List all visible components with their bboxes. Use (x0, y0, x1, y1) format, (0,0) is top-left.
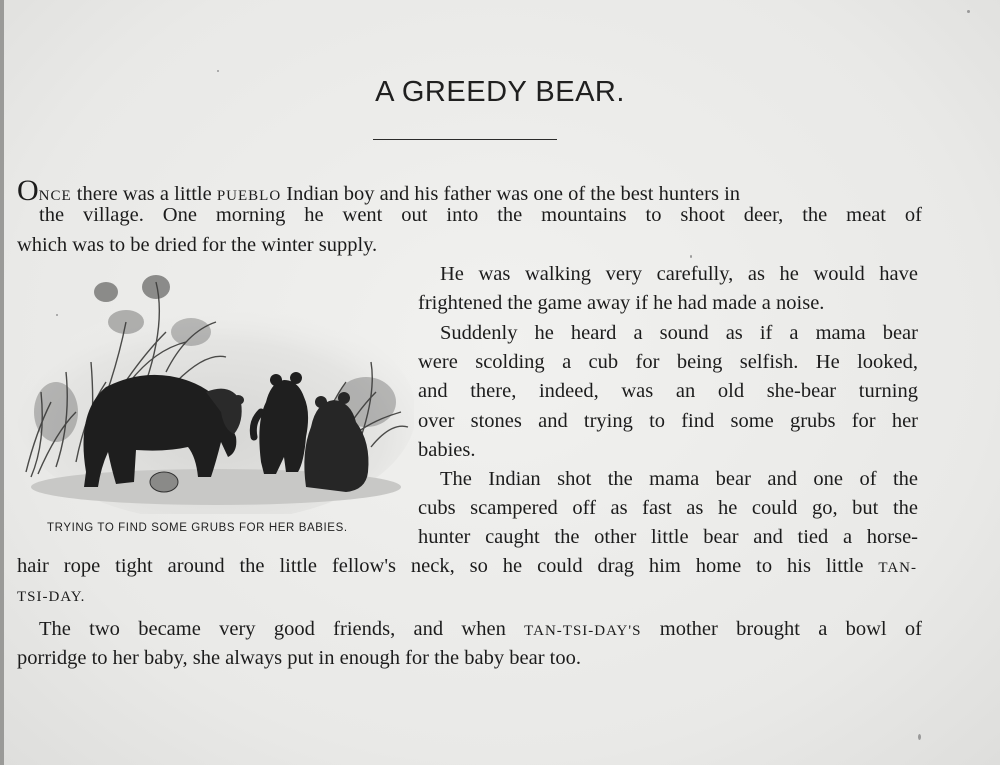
paragraph-1-line-3: which was to be dried for the winter supply. (17, 234, 378, 256)
page-title: A GREEDY BEAR. (375, 76, 625, 108)
paragraph-5-line-1: The two became very good friends, and when TAN-TSI-DAY'S mother brought a bowl of (39, 618, 922, 640)
paragraph-4-line-5: TSI-DAY. (17, 589, 86, 605)
paragraph-3-line-1: Suddenly he heard a sound as if a mama bear (440, 322, 918, 344)
paragraph-5-line-2: porridge to her baby, she always put in enough for the baby bear too. (17, 647, 581, 669)
page-edge (0, 0, 4, 765)
paragraph-3-line-4: over stones and trying to find some grubs for her (418, 410, 918, 432)
title-divider (373, 139, 557, 140)
stone (150, 472, 178, 492)
illustration-caption: TRYING TO FIND SOME GRUBS FOR HER BABIES. (47, 522, 348, 534)
paragraph-4-line-4: hair rope tight around the little fellow's neck, so he could drag him home to his little TAN- (17, 555, 917, 577)
paragraph-3-line-2: were scolding a cub for being selfish. He looked, (418, 351, 918, 373)
paragraph-1-line-1: ONCE there was a little PUEBLO Indian boy and his father was one of the best hunters in (17, 174, 741, 207)
paragraph-3-line-5: babies. (418, 439, 476, 461)
paragraph-2-line-2: frightened the game away if he had made a noise. (418, 292, 825, 314)
paragraph-3-line-3: and there, indeed, was an old she-bear turning (418, 380, 918, 402)
paragraph-1-line-2: the village. One morning he went out into the mountains to shoot deer, the meat of (39, 204, 922, 226)
paragraph-2-line-1: He was walking very carefully, as he would have (440, 263, 918, 285)
drop-cap: O (17, 174, 39, 207)
paragraph-4-line-3: hunter caught the other little bear and tied a horse- (418, 526, 918, 548)
paragraph-4-line-2: cubs scampered off as fast as he could go, but the (418, 497, 918, 519)
paragraph-4-line-1: The Indian shot the mama bear and one of the (440, 468, 918, 490)
bear-illustration (16, 262, 414, 514)
